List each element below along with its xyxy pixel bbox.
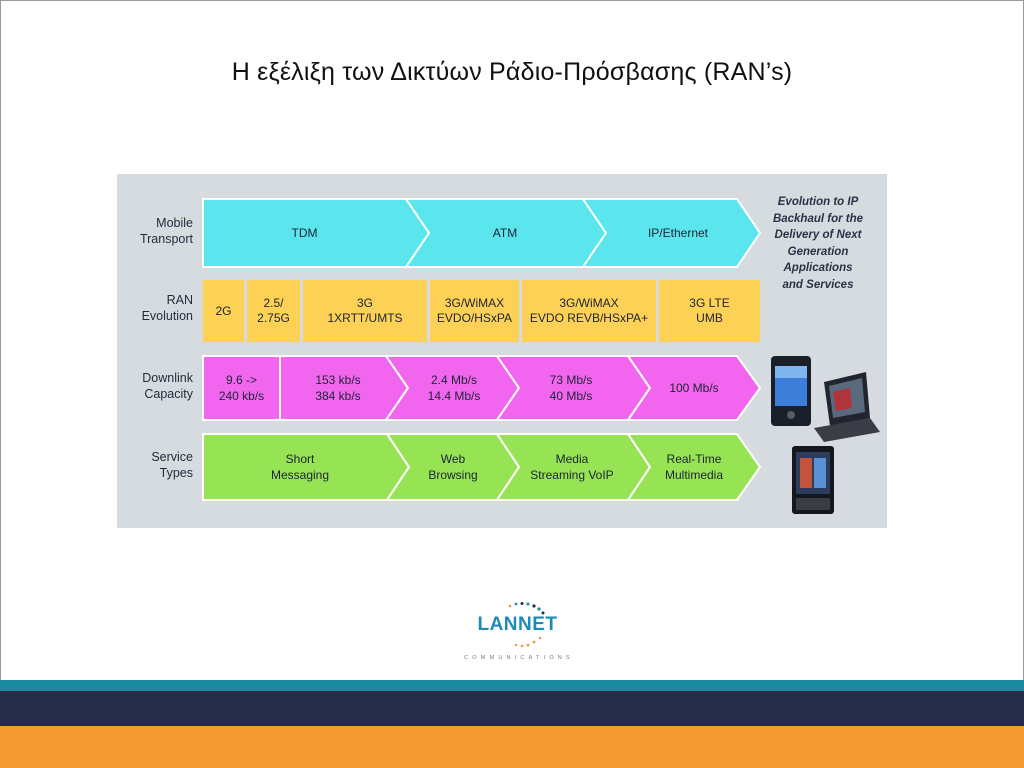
- row-label-service-types: Service Types: [151, 450, 193, 480]
- service-label-4: Real-Time Multimedia: [664, 452, 724, 482]
- footer-band-navy: [0, 691, 1024, 726]
- capacity-label-1: 9.6 -> 240 kb/s: [218, 373, 265, 403]
- capacity-label-5: 100 Mb/s: [669, 381, 719, 395]
- capacity-label-3: 2.4 Mb/s 14.4 Mb/s: [427, 373, 481, 403]
- capacity-label-4: 73 Mb/s 40 Mb/s: [549, 373, 593, 403]
- logo-tagline: COMMUNICATIONS: [464, 655, 574, 661]
- logo-lannet: LANNET: [477, 614, 558, 635]
- slide-title: Η εξέλιξη των Δικτύων Ράδιο-Πρόσβασης (RAN’s): [231, 58, 793, 86]
- ran-cell-2-5g: 2.5/ 2.75G: [247, 280, 300, 342]
- phone-device-icon: [792, 446, 834, 514]
- pda-device-icon: [771, 356, 811, 426]
- ran-cell-3g-lte: 3G LTE UMB: [659, 280, 760, 342]
- row-label-mobile-transport: Mobile Transport: [139, 216, 193, 246]
- laptop-device-icon: [814, 372, 880, 442]
- ran-cell-3g-1xrtt: 3G 1XRTT/UMTS: [303, 280, 427, 342]
- row-label-ran-evolution: RAN Evolution: [141, 293, 193, 323]
- ran-cell-3g-wimax-evdo: 3G/WiMAX EVDO/HSxPA: [430, 280, 519, 342]
- row-label-downlink-capacity: Downlink Capacity: [142, 371, 193, 401]
- footer-band-teal: [0, 680, 1024, 691]
- service-label-3: Media Streaming VoIP: [530, 452, 614, 482]
- transport-label-atm: ATM: [492, 226, 518, 240]
- service-label-2: Web Browsing: [428, 452, 478, 482]
- service-label-1: Short Messaging: [270, 452, 330, 482]
- side-note-evolution: Evolution to IP Backhaul for the Delivery of Next Generation Applications and Services: [772, 196, 864, 291]
- transport-label-ip-ethernet: IP/Ethernet: [647, 226, 709, 240]
- ran-cell-3g-wimax-revb: 3G/WiMAX EVDO REVB/HSxPA+: [522, 280, 656, 342]
- ran-cell-2g: 2G: [203, 280, 244, 342]
- capacity-label-2: 153 kb/s 384 kb/s: [315, 373, 361, 403]
- footer-band-orange: [0, 726, 1024, 768]
- transport-label-tdm: TDM: [291, 226, 318, 240]
